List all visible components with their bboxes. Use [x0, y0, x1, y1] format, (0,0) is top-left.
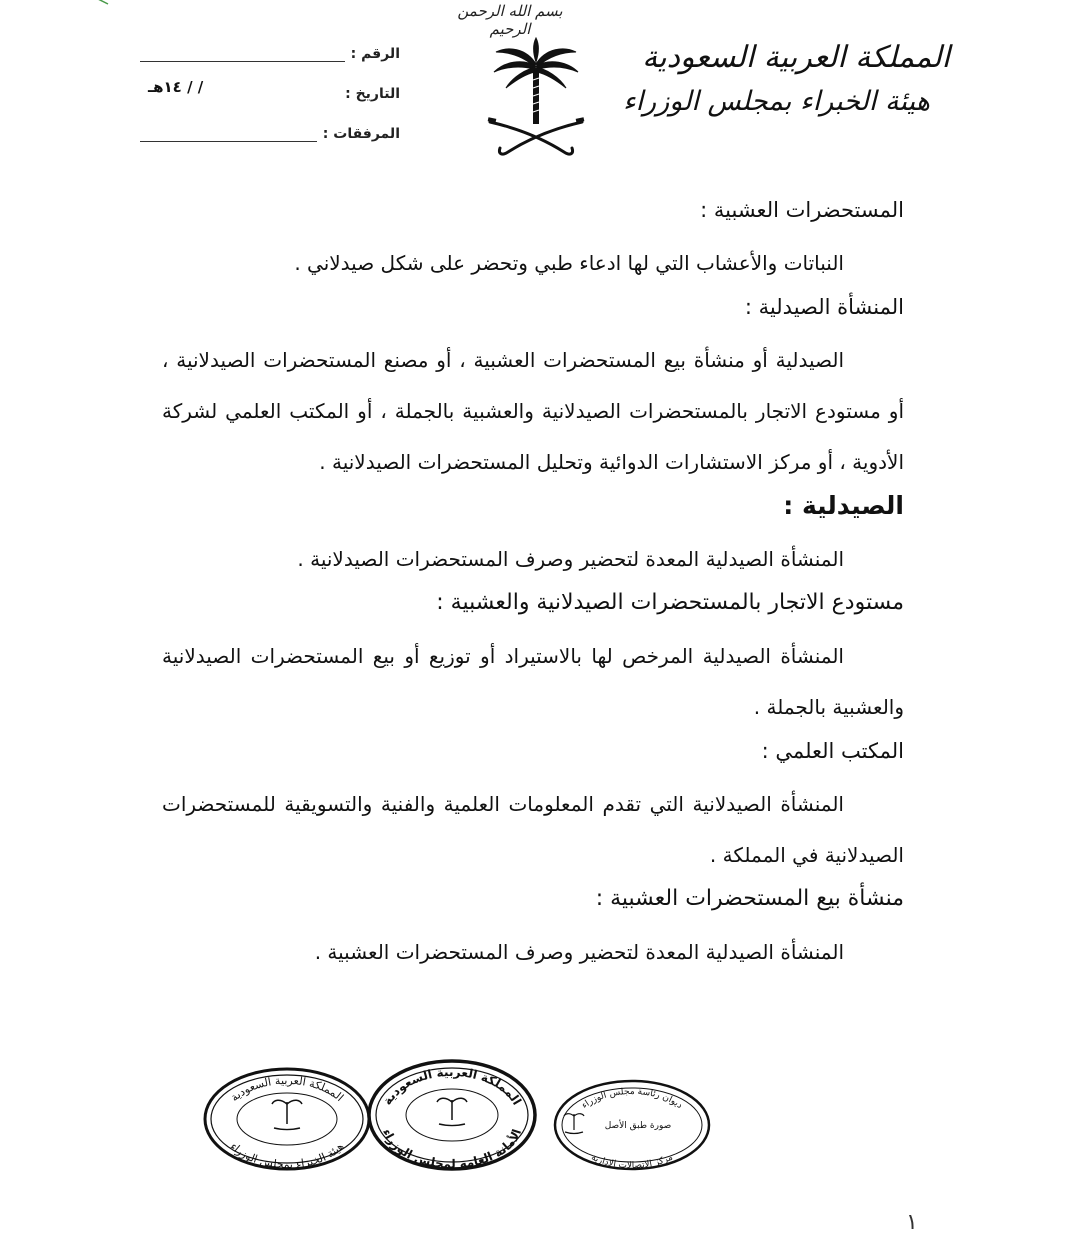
section-paragraph: المنشأة الصيدلانية التي تقدم المعلومات العلمية والفنية والتسويقية للمستحضرات الصيدلانية في المملكة . [162, 792, 904, 867]
attachments-row [140, 118, 400, 142]
date-value: ١٤هـ / / [148, 78, 204, 96]
svg-text:مركز الاتصالات الإدارية [589, 1152, 674, 1171]
number-row [140, 38, 400, 62]
page-mark: ١ [906, 1210, 918, 1235]
attachments-line [140, 129, 317, 142]
section-herbal [162, 196, 904, 289]
stamp-top-text: المملكة العربية السعودية [228, 1073, 347, 1105]
kingdom-title: المملكة العربية السعودية [642, 40, 950, 75]
svg-text:ديوان رئاسة مجلس الوزراء [580, 1087, 684, 1111]
document-body [162, 196, 904, 982]
number-label: الرقم : [350, 46, 400, 62]
stamp-emblem-icon [437, 1098, 467, 1125]
corner-mark [90, 0, 112, 8]
diwan-stamp [552, 1078, 712, 1172]
stamp-top-text: ديوان رئاسة مجلس الوزراء [579, 1086, 685, 1112]
section-scientific-office [162, 737, 904, 881]
section-pharma-facility [162, 293, 904, 488]
section-paragraph: الصيدلية أو منشأة بيع المستحضرات العشبية ، أو مصنع المستحضرات الصيدلانية ، أو مستودع الاتجار بالمستحضرات الصيدلانية والعشبية بالجملة ، أو المكتب العلمي لشركة الأدوية ، أو مركز الاستشارات الدوائية وتحليل المستحضرات الصيدلانية . [162, 348, 904, 474]
svg-text:المملكة العربية السعودية [228, 1074, 346, 1104]
secretariat-stamp [366, 1058, 538, 1172]
stamp-bottom-text: هيئة الخبراء بمجلس الوزراء [227, 1139, 347, 1172]
section-paragraph: المنشأة الصيدلية المعدة لتحضير وصرف المستحضرات العشبية . [314, 940, 844, 964]
section-heading: المكتب العلمي : [761, 739, 904, 763]
attachments-label: المرفقات : [322, 126, 400, 142]
section-heading: المنشأة الصيدلية : [744, 295, 904, 319]
number-line [140, 49, 345, 62]
stamp-top-text: المملكة العربية السعودية [380, 1064, 525, 1108]
section-paragraph: المنشأة الصيدلية المعدة لتحضير وصرف المستحضرات الصيدلانية . [297, 547, 844, 571]
section-herbal-shop [162, 885, 904, 978]
section-paragraph: المنشأة الصيدلية المرخص لها بالاستيراد أو توزيع أو بيع المستحضرات الصيدلانية والعشبية بالجملة . [162, 644, 904, 719]
stamp-bottom-text: الأمانة العامة لمجلس الوزراء [379, 1127, 525, 1172]
saudi-emblem-icon [486, 36, 586, 164]
basmala: بسم الله الرحمن الرحيم [457, 2, 563, 38]
stamp-emblem-icon [564, 1114, 584, 1134]
authority-title: هيئة الخبراء بمجلس الوزراء [622, 86, 930, 117]
experts-stamp [202, 1066, 372, 1172]
section-pharmacy [162, 492, 904, 585]
section-warehouse [162, 589, 904, 733]
stamp-emblem-icon [272, 1100, 302, 1129]
stamp-bottom-text: مركز الاتصالات الإدارية [589, 1152, 675, 1172]
stamp-middle-text: صورة طبق الأصل [604, 1121, 672, 1131]
section-heading: الصيدلية : [783, 491, 904, 520]
section-paragraph: النباتات والأعشاب التي لها ادعاء طبي وتحضر على شكل صيدلاني . [294, 251, 844, 275]
date-label: التاريخ : [345, 86, 400, 102]
svg-text:الأمانة العامة لمجلس الوزراء [380, 1127, 524, 1171]
section-heading: منشأة بيع المستحضرات العشبية : [595, 886, 904, 911]
section-heading: مستودع الاتجار بالمستحضرات الصيدلانية والعشبية : [436, 590, 904, 615]
svg-text:هيئة الخبراء بمجلس الوزراء [228, 1140, 347, 1171]
section-heading: المستحضرات العشبية : [700, 198, 904, 222]
